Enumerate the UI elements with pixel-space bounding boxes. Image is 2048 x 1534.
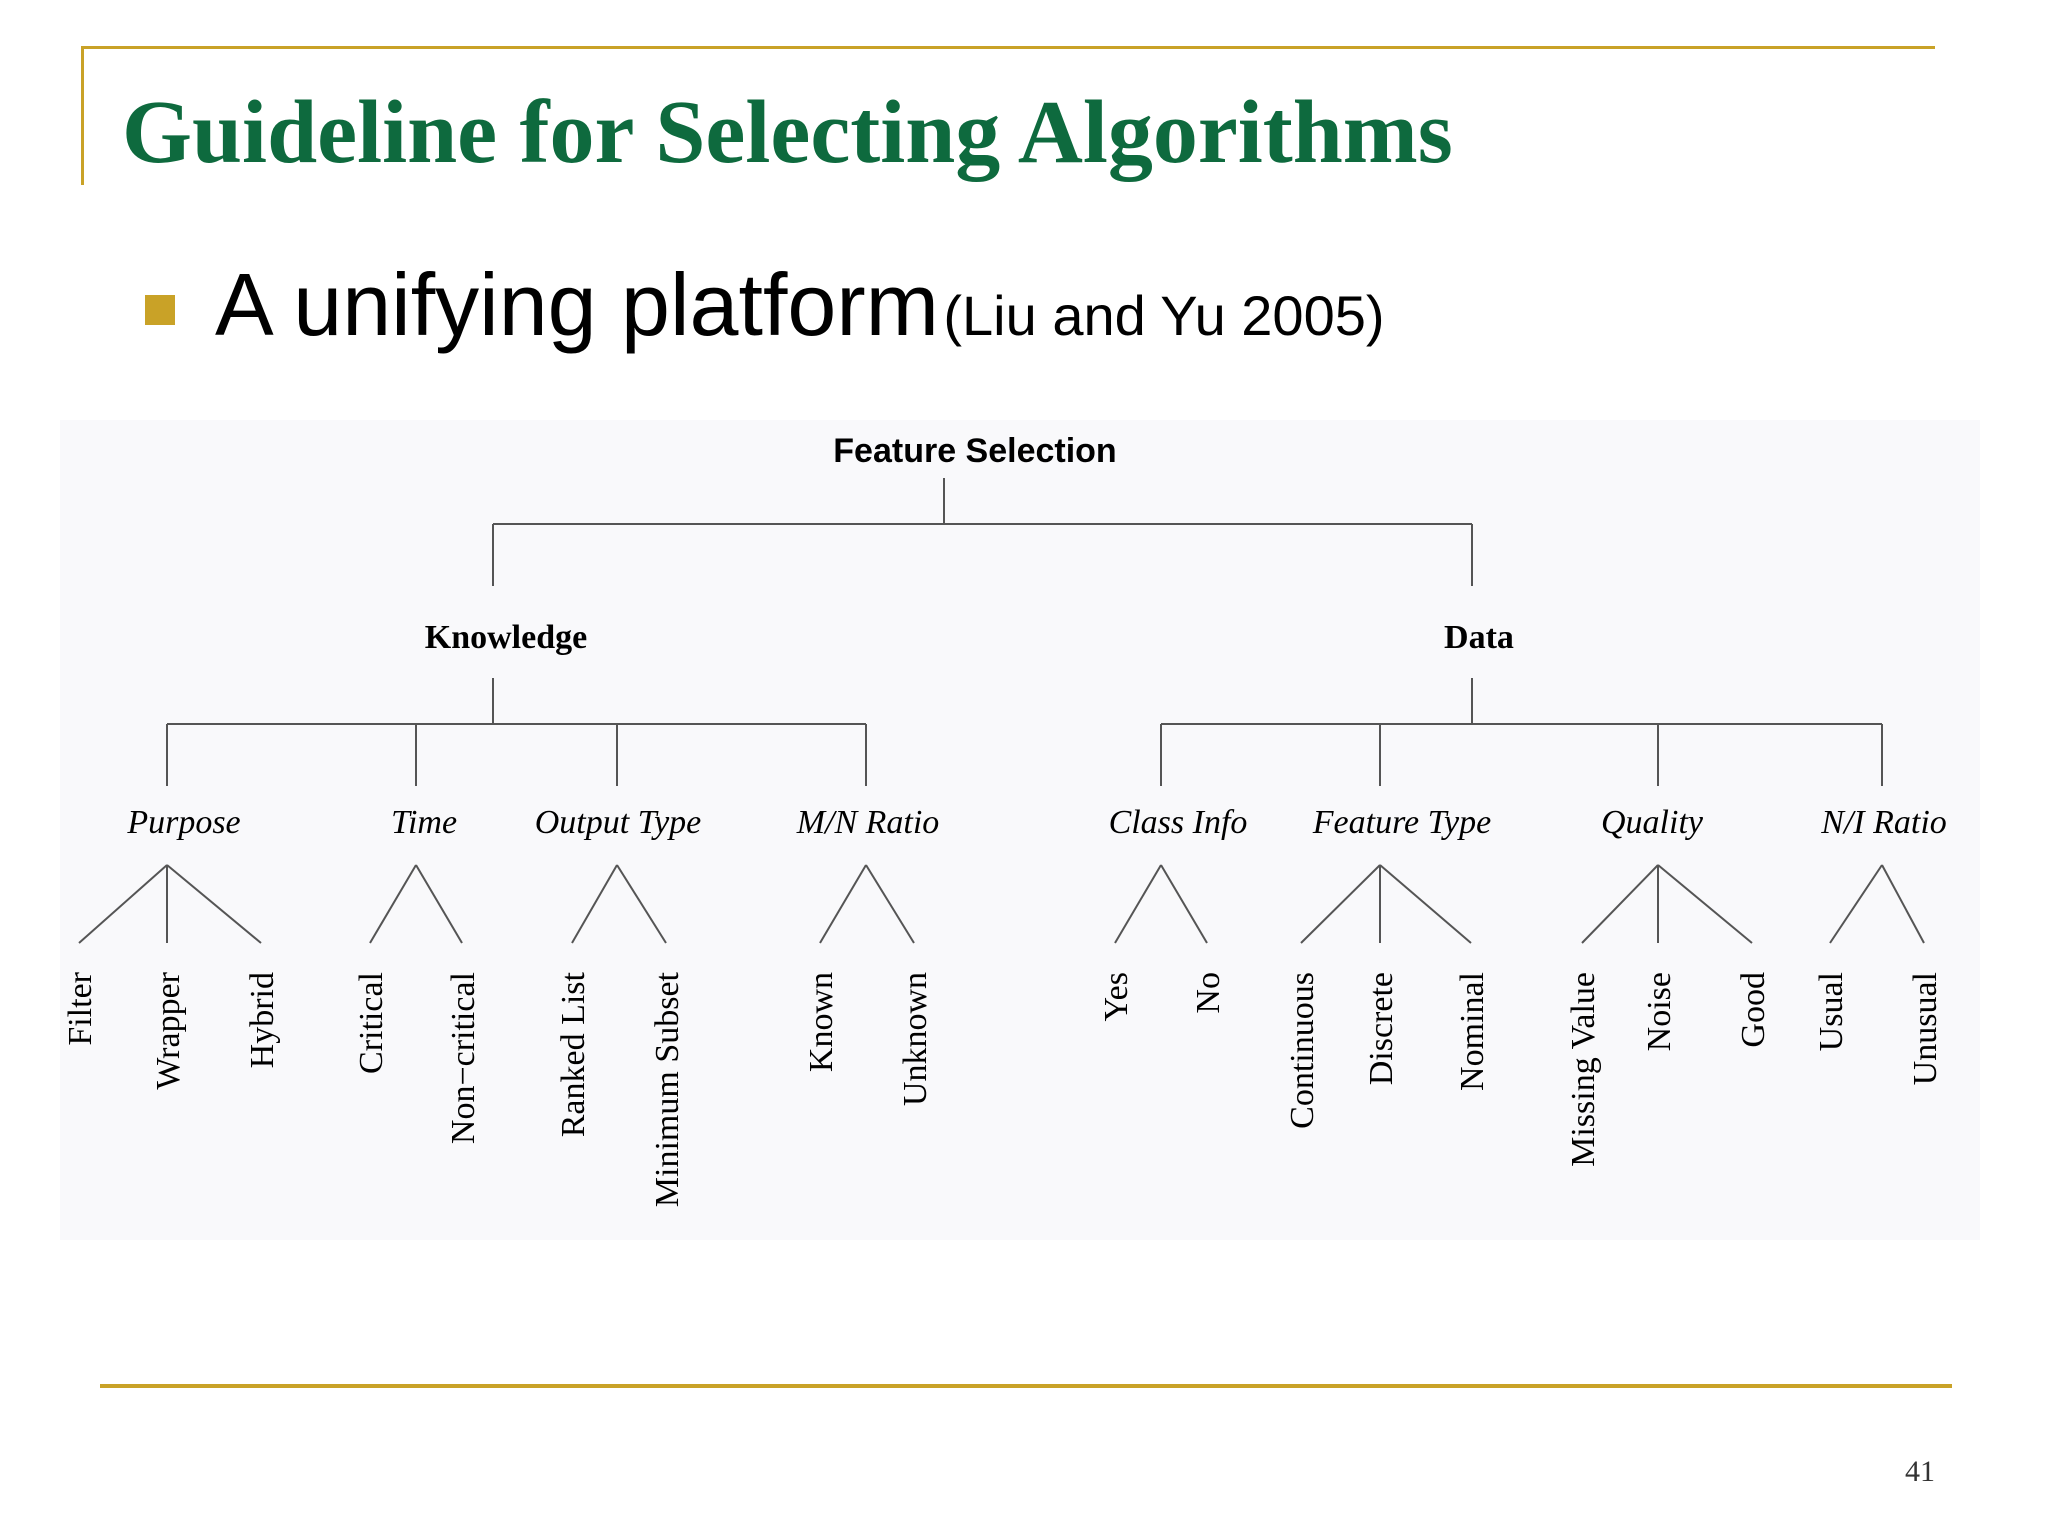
root-node-feature-selection: Feature Selection: [833, 432, 1117, 470]
leaf-edge: [617, 865, 666, 943]
leaf-edge: [572, 865, 617, 943]
group-node-quality: Quality: [1601, 804, 1703, 841]
leaf-node: Non−critical: [445, 972, 482, 1145]
leaf-edge: [820, 865, 866, 943]
group-node-m-n-ratio: M/N Ratio: [796, 804, 940, 841]
group-node-class-info: Class Info: [1108, 804, 1248, 841]
leaf-node: Yes: [1098, 972, 1135, 1022]
group-node-n-i-ratio: N/I Ratio: [1821, 804, 1947, 841]
bullet-citation: (Liu and Yu 2005): [943, 284, 1385, 347]
leaf-node: Unknown: [897, 972, 934, 1107]
leaf-edge: [1115, 865, 1161, 943]
group-node-time: Time: [390, 804, 458, 841]
leaf-edge: [370, 865, 416, 943]
branch-node-data: Data: [1444, 619, 1514, 656]
leaf-node: Usual: [1813, 972, 1850, 1052]
page-number: 41: [1905, 1455, 1935, 1488]
leaf-edge: [866, 865, 914, 943]
leaf-node: No: [1190, 972, 1227, 1014]
leaf-node: Unusual: [1907, 972, 1944, 1086]
leaf-edge: [167, 865, 261, 943]
leaf-edge: [1658, 865, 1752, 943]
leaf-node: Minimum Subset: [649, 972, 686, 1208]
leaf-edge: [416, 865, 462, 943]
leaf-node: Continuous: [1284, 972, 1321, 1129]
leaf-edge: [79, 865, 167, 943]
leaf-node: Good: [1735, 972, 1772, 1048]
bottom-accent-line: [100, 1384, 1952, 1388]
leaf-edge: [1380, 865, 1471, 943]
leaf-edge: [1301, 865, 1380, 943]
group-node-feature-type: Feature Type: [1312, 804, 1492, 841]
leaf-node: Ranked List: [555, 972, 592, 1138]
leaf-node: Nominal: [1454, 972, 1491, 1091]
branch-node-knowledge: Knowledge: [424, 619, 588, 656]
group-node-purpose: Purpose: [127, 804, 241, 841]
bullet-text: A unifying platform: [215, 255, 939, 354]
slide-title: Guideline for Selecting Algorithms: [122, 83, 1453, 182]
leaf-node: Filter: [62, 972, 99, 1046]
leaf-edge: [1882, 865, 1924, 943]
leaf-node: Wrapper: [150, 972, 187, 1090]
leaf-edge: [1582, 865, 1658, 943]
leaf-edge: [1830, 865, 1882, 943]
leaf-node: Known: [803, 972, 840, 1073]
leaf-node: Noise: [1641, 972, 1678, 1052]
leaf-edge: [1161, 865, 1207, 943]
leaf-node: Missing Value: [1565, 972, 1602, 1167]
group-node-output-type: Output Type: [534, 804, 702, 841]
leaf-node: Critical: [353, 972, 390, 1074]
leaf-node: Discrete: [1363, 972, 1400, 1086]
leaf-node: Hybrid: [244, 972, 281, 1069]
